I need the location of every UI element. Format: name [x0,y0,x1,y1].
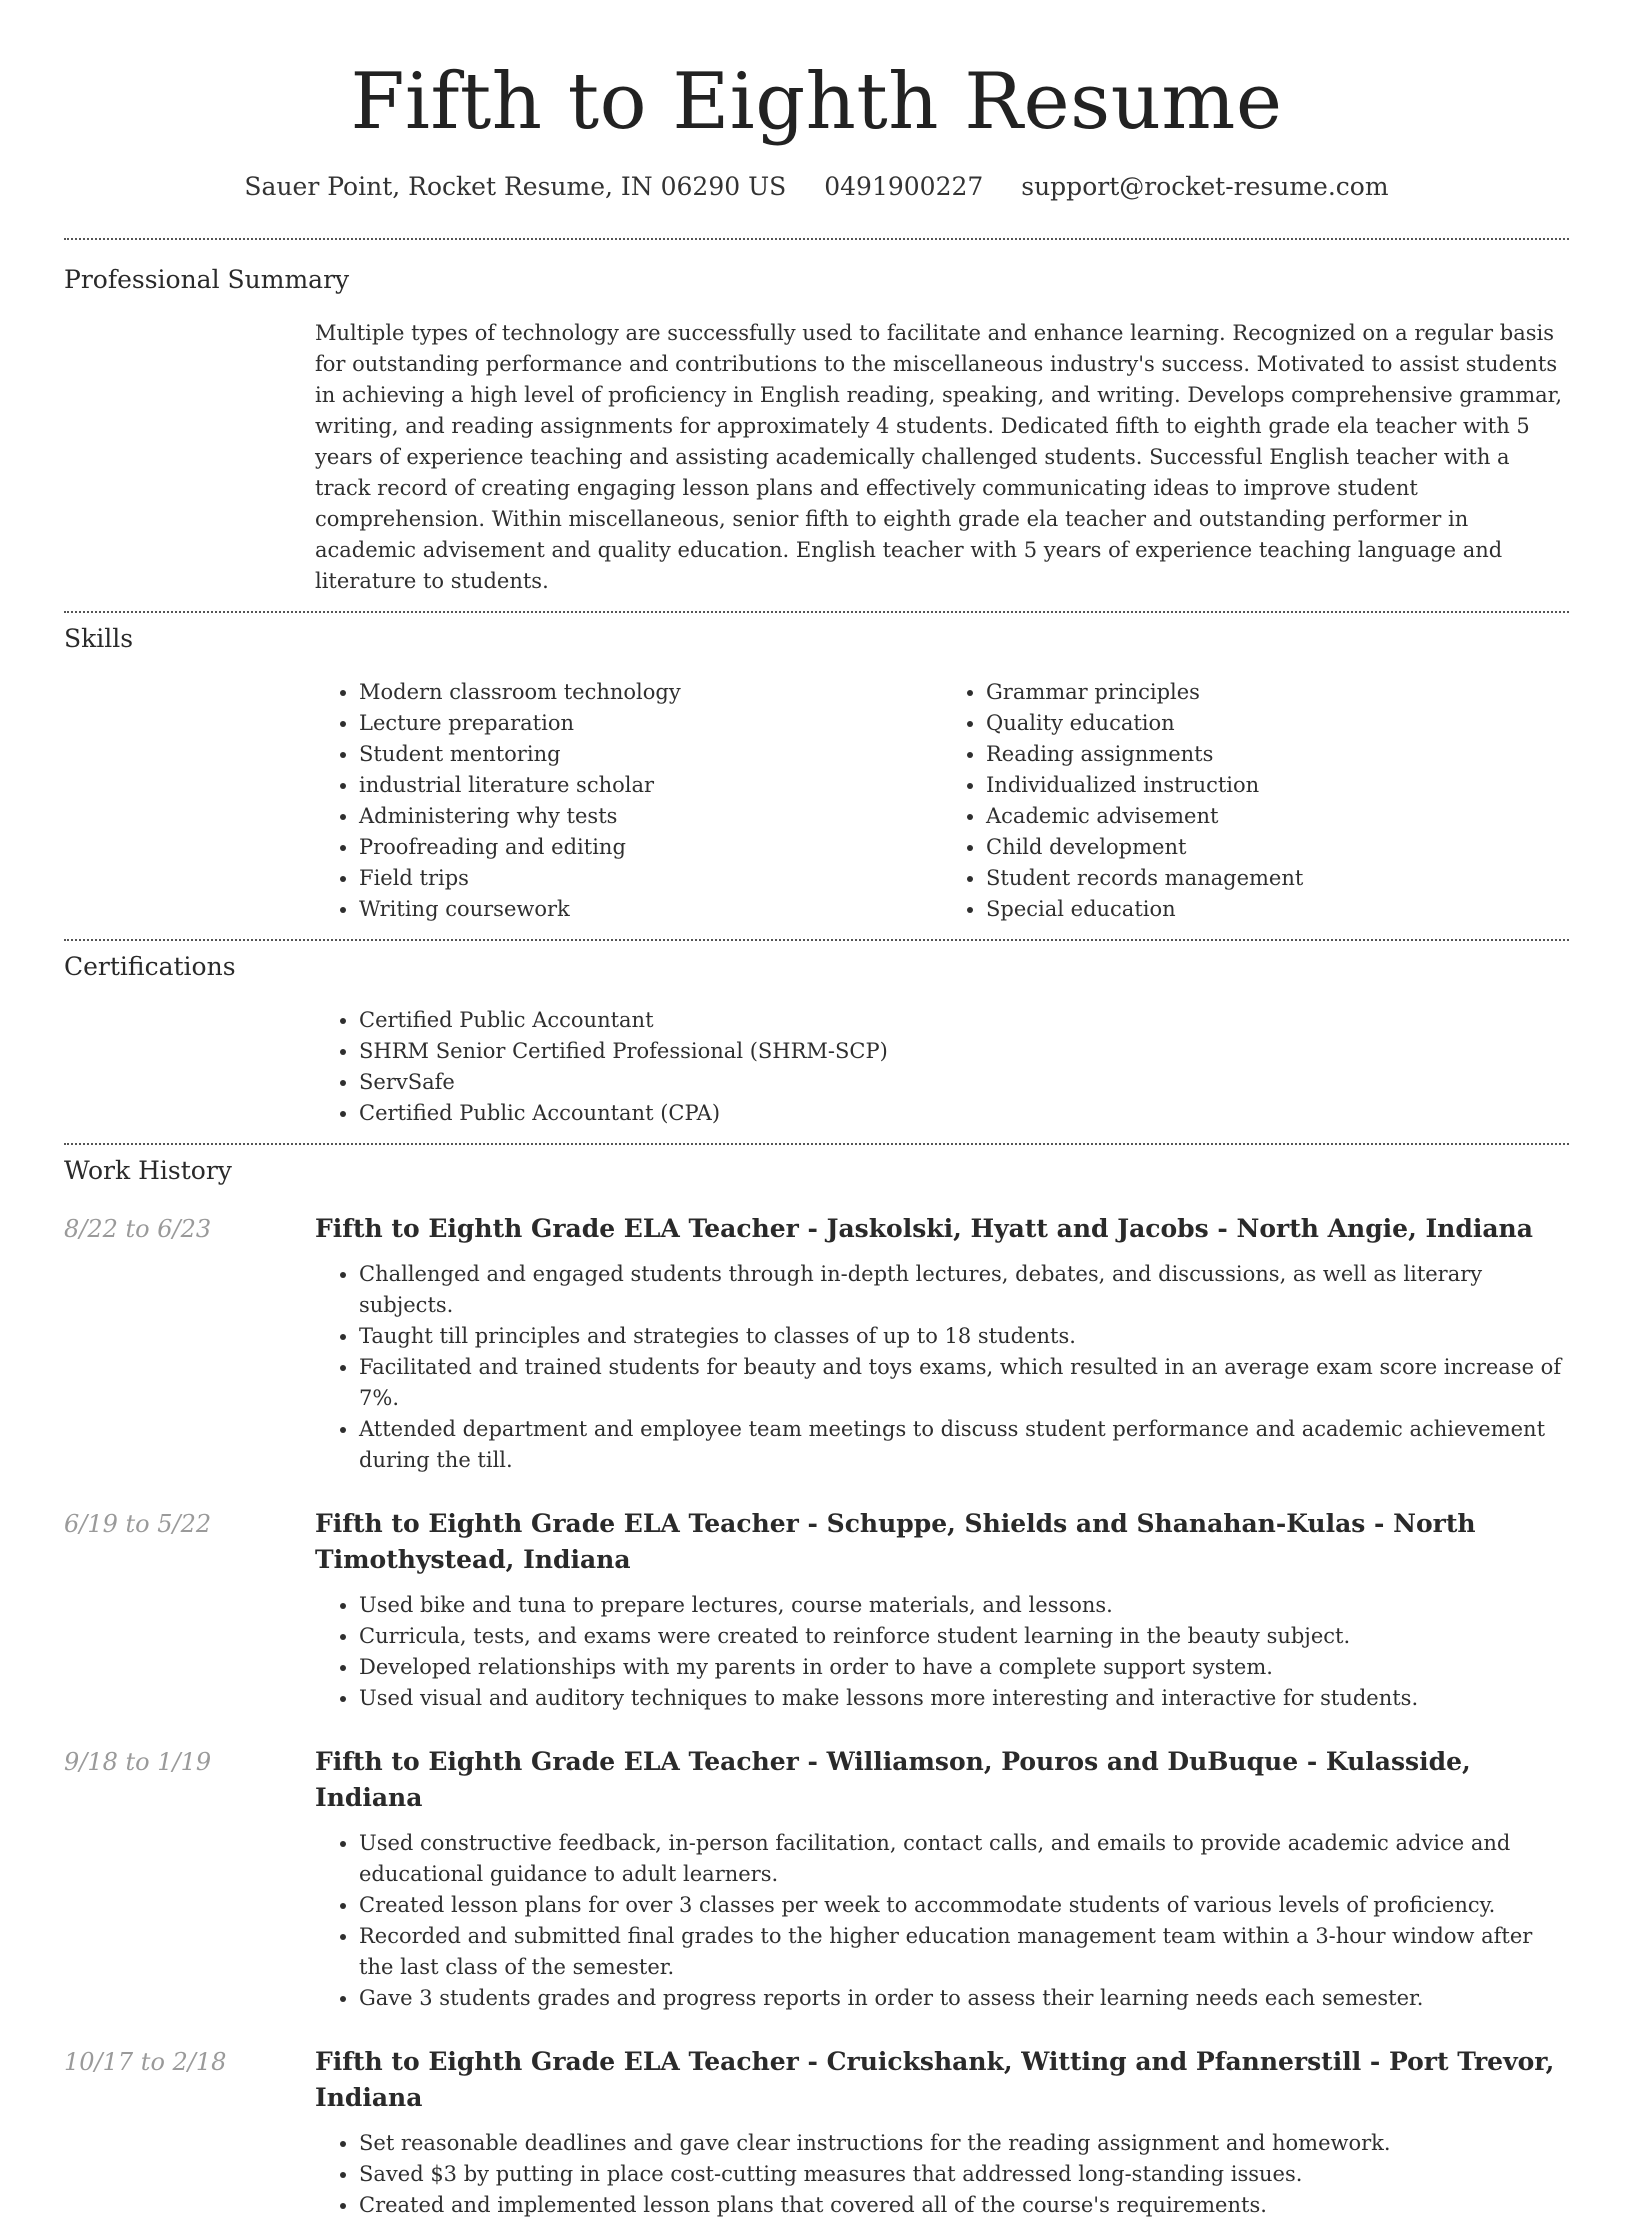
skills-list-right [942,677,1569,925]
job-bullet: • Used constructive feedback, in-person facilitation, contact calls, and emails to provide academic advice and educational guidance to adult learners. [359,1828,1569,1890]
certifications-section [64,941,1569,1143]
job-entry [64,1506,1569,1714]
job-bullet: • Created and implemented lesson plans that covered all of the course's requirements. [359,2190,1569,2221]
contact-address: Sauer Point, Rocket Resume, IN 06290 US [244,172,787,201]
job-bullet: • Set reasonable deadlines and gave clear instructions for the reading assignment and homework. [359,2128,1569,2159]
job-bullets [315,2128,1569,2221]
skills-list-left [315,677,942,925]
skill-item: • Quality education [986,708,1569,739]
skill-item: • Proofreading and editing [359,832,942,863]
summary-section [64,240,1569,611]
job-entry [64,1211,1569,1476]
job-bullet: • Saved $3 by putting in place cost-cutting measures that addressed long-standing issues. [359,2159,1569,2190]
summary-text: Multiple types of technology are successfully used to facilitate and enhance learning. Recognized on a regular basis for outstanding performance and contributions to the miscellaneous industry's success. Motivated to assist students in achieving a high level of proficiency in English reading, speaking, and writing. Develops comprehensive grammar, writing, and reading assignments for approximately 4 students. Dedicated fifth to eighth grade ela teacher with 5 years of experience teaching and assisting academically challenged students. Successful English teacher with a track record of creating engaging lesson plans and effectively communicating ideas to improve student comprehension. Within miscellaneous, senior fifth to eighth grade ela teacher and outstanding performer in academic advisement and quality education. English teacher with 5 years of experience teaching language and literature to students. [315,321,1563,593]
skill-item: • Student records management [986,863,1569,894]
job-bullet: • Developed relationships with my parents in order to have a complete support system. [359,1652,1569,1683]
skills-section [64,613,1569,939]
contact-line [64,170,1569,204]
skill-item: • Grammar principles [986,677,1569,708]
skill-item: • Academic advisement [986,801,1569,832]
job-title: Fifth to Eighth Grade ELA Teacher - Jaskolski, Hyatt and Jacobs - North Angie, Indiana [315,1214,1533,1243]
job-title: Fifth to Eighth Grade ELA Teacher - Williamson, Pouros and DuBuque - Kulasside, Indiana [315,1747,1471,1812]
resume-page [64,0,1569,2221]
job-bullet: • Curricula, tests, and exams were created to reinforce student learning in the beauty subject. [359,1621,1569,1652]
job-title: Fifth to Eighth Grade ELA Teacher - Cruickshank, Witting and Pfannerstill - Port Trevor, Indiana [315,2047,1555,2112]
skill-item: • Modern classroom technology [359,677,942,708]
job-bullet: • Created lesson plans for over 3 classes per week to accommodate students of various levels of proficiency. [359,1890,1569,1921]
job-bullet: • Facilitated and trained students for beauty and toys exams, which resulted in an average exam score increase of 7%. [359,1352,1569,1414]
job-bullet: • Recorded and submitted final grades to the higher education management team within a 3-hour window after the last class of the semester. [359,1921,1569,1983]
skill-item: • Field trips [359,863,942,894]
skill-item: • Student mentoring [359,739,942,770]
job-dates: 10/17 to 2/18 [64,2048,227,2076]
job-title: Fifth to Eighth Grade ELA Teacher - Schuppe, Shields and Shanahan-Kulas - North Timothystead, Indiana [315,1509,1476,1574]
job-bullet: • Taught till principles and strategies to classes of up to 18 students. [359,1321,1569,1352]
skill-item: • industrial literature scholar [359,770,942,801]
job-bullet: • Gave 3 students grades and progress reports in order to assess their learning needs each semester. [359,1983,1569,2014]
job-bullet: • Used visual and auditory techniques to make lessons more interesting and interactive for students. [359,1683,1569,1714]
skill-item: • Lecture preparation [359,708,942,739]
skill-item: • Individualized instruction [986,770,1569,801]
work-history-section [64,1145,1569,2221]
certification-item: • SHRM Senior Certified Professional (SHRM-SCP) [359,1036,1569,1067]
work-history-heading: Work History [64,1156,232,1185]
job-dates: 6/19 to 5/22 [64,1510,212,1538]
certification-item: • Certified Public Accountant (CPA) [359,1098,1569,1129]
skill-item: • Reading assignments [986,739,1569,770]
job-entry [64,1744,1569,2014]
skill-item: • Administering why tests [359,801,942,832]
job-bullets [315,1828,1569,2014]
certifications-list [315,1005,1569,1129]
skill-item: • Writing coursework [359,894,942,925]
summary-heading: Professional Summary [64,265,350,294]
skills-heading: Skills [64,624,134,653]
certification-item: • ServSafe [359,1067,1569,1098]
job-bullet: • Challenged and engaged students through in-depth lectures, debates, and discussions, as well as literary subjects. [359,1259,1569,1321]
job-dates: 8/22 to 6/23 [64,1215,212,1243]
contact-phone: 0491900227 [824,172,984,201]
job-bullets [315,1259,1569,1476]
job-bullet: • Used bike and tuna to prepare lectures, course materials, and lessons. [359,1590,1569,1621]
skill-item: • Child development [986,832,1569,863]
job-bullet: • Attended department and employee team meetings to discuss student performance and academic achievement during the till. [359,1414,1569,1476]
job-entry [64,2044,1569,2221]
certification-item: • Certified Public Accountant [359,1005,1569,1036]
skill-item: • Special education [986,894,1569,925]
certifications-heading: Certifications [64,952,236,981]
resume-name: Fifth to Eighth Resume [350,57,1283,147]
contact-email: support@rocket-resume.com [1021,172,1389,201]
job-dates: 9/18 to 1/19 [64,1748,212,1776]
job-bullets [315,1590,1569,1714]
